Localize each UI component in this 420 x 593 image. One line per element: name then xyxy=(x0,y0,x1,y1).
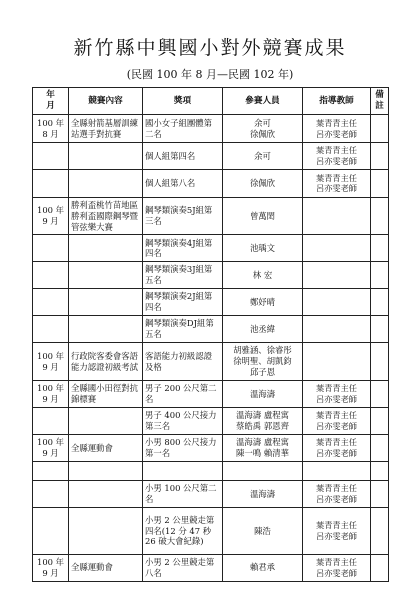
cell-event: 全縣射箭基層訓練站選手對抗賽 xyxy=(69,115,143,143)
cell-event: 勝利盃桃竹苗地區勝利盃國際鋼琴暨管弦樂大賽 xyxy=(69,197,143,235)
cell-year-month xyxy=(33,408,69,435)
cell-event xyxy=(69,316,143,343)
cell-award: 鋼琴類演奏4J組第四名 xyxy=(143,235,223,262)
cell-coach: 葉青青主任 呂亦雯老師 xyxy=(303,143,371,169)
cell-award: 個人組第四名 xyxy=(143,143,223,169)
cell-coach: 葉青青主任 呂亦雯老師 xyxy=(303,408,371,435)
cell-note xyxy=(371,143,389,169)
cell-award: 小男 2 公里競走第四名(12 分 47 秒 26 破大會紀錄) xyxy=(143,508,223,555)
page-subtitle: (民國 100 年 8 月—民國 102 年) xyxy=(126,68,294,81)
header-participants: 參賽人員 xyxy=(223,88,303,115)
cell-note xyxy=(371,435,389,462)
cell-year-month xyxy=(33,462,69,481)
cell-note xyxy=(371,289,389,316)
table-row xyxy=(33,316,389,343)
cell-award: 鋼琴類演奏5J組第三名 xyxy=(143,197,223,235)
header-year-month: 年 月 xyxy=(33,88,69,115)
cell-year-month: 100 年 9 月 xyxy=(33,343,69,381)
results-table xyxy=(32,87,389,582)
cell-participants: 余可 xyxy=(223,143,303,169)
cell-participants: 林 宏 xyxy=(223,262,303,289)
cell-participants: 池丞緯 xyxy=(223,316,303,343)
table-row xyxy=(33,343,389,381)
cell-award: 個人組第八名 xyxy=(143,169,223,197)
cell-coach: 葉青青主任 呂亦雯老師 xyxy=(303,508,371,555)
cell-coach: 葉青青主任 呂亦雯老師 xyxy=(303,381,371,408)
cell-event: 全縣國小田徑對抗錦標賽 xyxy=(69,381,143,408)
cell-note xyxy=(371,381,389,408)
cell-note xyxy=(371,462,389,481)
cell-year-month: 100 年 9 月 xyxy=(33,435,69,462)
table-row xyxy=(33,197,389,235)
table-row xyxy=(33,169,389,197)
table-row xyxy=(33,408,389,435)
cell-event: 行政院客委會客語能力認證初級考試 xyxy=(69,343,143,381)
table-row xyxy=(33,381,389,408)
cell-note xyxy=(371,235,389,262)
cell-coach xyxy=(303,343,371,381)
cell-award: 鋼琴類演奏2J組第四名 xyxy=(143,289,223,316)
header-award: 獎項 xyxy=(143,88,223,115)
cell-participants xyxy=(223,462,303,481)
cell-year-month xyxy=(33,289,69,316)
cell-year-month xyxy=(33,481,69,508)
cell-event xyxy=(69,235,143,262)
table-row xyxy=(33,262,389,289)
cell-participants: 溫海濤 xyxy=(223,381,303,408)
cell-coach xyxy=(303,462,371,481)
cell-event xyxy=(69,289,143,316)
cell-coach xyxy=(303,197,371,235)
cell-year-month xyxy=(33,508,69,555)
cell-event: 全縣運動會 xyxy=(69,435,143,462)
cell-note xyxy=(371,508,389,555)
cell-participants: 賴君承 xyxy=(223,555,303,582)
cell-coach xyxy=(303,316,371,343)
table-row xyxy=(33,289,389,316)
cell-coach xyxy=(303,289,371,316)
cell-coach xyxy=(303,262,371,289)
cell-coach: 葉青青主任 呂亦雯老師 xyxy=(303,481,371,508)
table-row xyxy=(33,143,389,169)
cell-participants: 溫海濤 盧程寓 陳一鳴 賴清華 xyxy=(223,435,303,462)
cell-note xyxy=(371,197,389,235)
table-header-row xyxy=(33,88,389,115)
header-note: 備 註 xyxy=(371,88,389,115)
cell-participants: 胡雅涵、徐睿彤 徐明聖、胡凱鈞 邱子恩 xyxy=(223,343,303,381)
header-event: 競賽內容 xyxy=(69,88,143,115)
cell-coach xyxy=(303,235,371,262)
cell-year-month xyxy=(33,169,69,197)
cell-note xyxy=(371,343,389,381)
table-row xyxy=(33,508,389,555)
cell-coach: 葉青青主任 呂亦雯老師 xyxy=(303,555,371,582)
cell-event xyxy=(69,508,143,555)
cell-award: 客語能力初級認證及格 xyxy=(143,343,223,381)
table-row xyxy=(33,462,389,481)
cell-award: 小男 800 公尺接力第一名 xyxy=(143,435,223,462)
header-coach: 指導教師 xyxy=(303,88,371,115)
table-body xyxy=(33,115,389,582)
cell-participants: 鄭妤晴 xyxy=(223,289,303,316)
cell-year-month xyxy=(33,235,69,262)
cell-note xyxy=(371,169,389,197)
cell-year-month xyxy=(33,316,69,343)
table-row xyxy=(33,481,389,508)
cell-participants: 陳浩 xyxy=(223,508,303,555)
cell-year-month: 100 年 8 月 xyxy=(33,115,69,143)
cell-award: 小男 2 公里競走第八名 xyxy=(143,555,223,582)
cell-year-month xyxy=(33,262,69,289)
cell-year-month: 100 年 9 月 xyxy=(33,197,69,235)
cell-coach: 葉青青主任 呂亦雯老師 xyxy=(303,435,371,462)
cell-event xyxy=(69,262,143,289)
cell-participants: 溫海濤 盧程寓 蔡皓禹 郭恩齊 xyxy=(223,408,303,435)
cell-note xyxy=(371,481,389,508)
cell-note xyxy=(371,316,389,343)
cell-award: 鋼琴類演奏3J組第五名 xyxy=(143,262,223,289)
cell-year-month: 100 年 9 月 xyxy=(33,555,69,582)
cell-event xyxy=(69,408,143,435)
table-row xyxy=(33,435,389,462)
cell-award: 鋼琴類演奏DJ組第五名 xyxy=(143,316,223,343)
cell-note xyxy=(371,262,389,289)
cell-event xyxy=(69,481,143,508)
cell-note xyxy=(371,555,389,582)
cell-participants: 溫海濤 xyxy=(223,481,303,508)
cell-event: 全縣運動會 xyxy=(69,555,143,582)
cell-award: 男子 200 公尺第二名 xyxy=(143,381,223,408)
cell-year-month: 100 年 9 月 xyxy=(33,381,69,408)
cell-note xyxy=(371,408,389,435)
cell-participants: 池瑀文 xyxy=(223,235,303,262)
cell-event xyxy=(69,169,143,197)
cell-award: 國小女子組團體第二名 xyxy=(143,115,223,143)
cell-year-month xyxy=(33,143,69,169)
table-row xyxy=(33,115,389,143)
cell-participants: 余可 徐佩欣 xyxy=(223,115,303,143)
table-row xyxy=(33,555,389,582)
cell-note xyxy=(371,115,389,143)
cell-award: 小男 100 公尺第二名 xyxy=(143,481,223,508)
cell-award: 男子 400 公尺接力第三名 xyxy=(143,408,223,435)
table-row xyxy=(33,235,389,262)
cell-award xyxy=(143,462,223,481)
cell-event xyxy=(69,462,143,481)
cell-coach: 葉青青主任 呂亦雯老師 xyxy=(303,115,371,143)
cell-participants: 曾萬閎 xyxy=(223,197,303,235)
cell-event xyxy=(69,143,143,169)
page-title: 新竹縣中興國小對外競賽成果 xyxy=(73,37,347,59)
cell-participants: 徐佩欣 xyxy=(223,169,303,197)
cell-coach: 葉青青主任 呂亦雯老師 xyxy=(303,169,371,197)
